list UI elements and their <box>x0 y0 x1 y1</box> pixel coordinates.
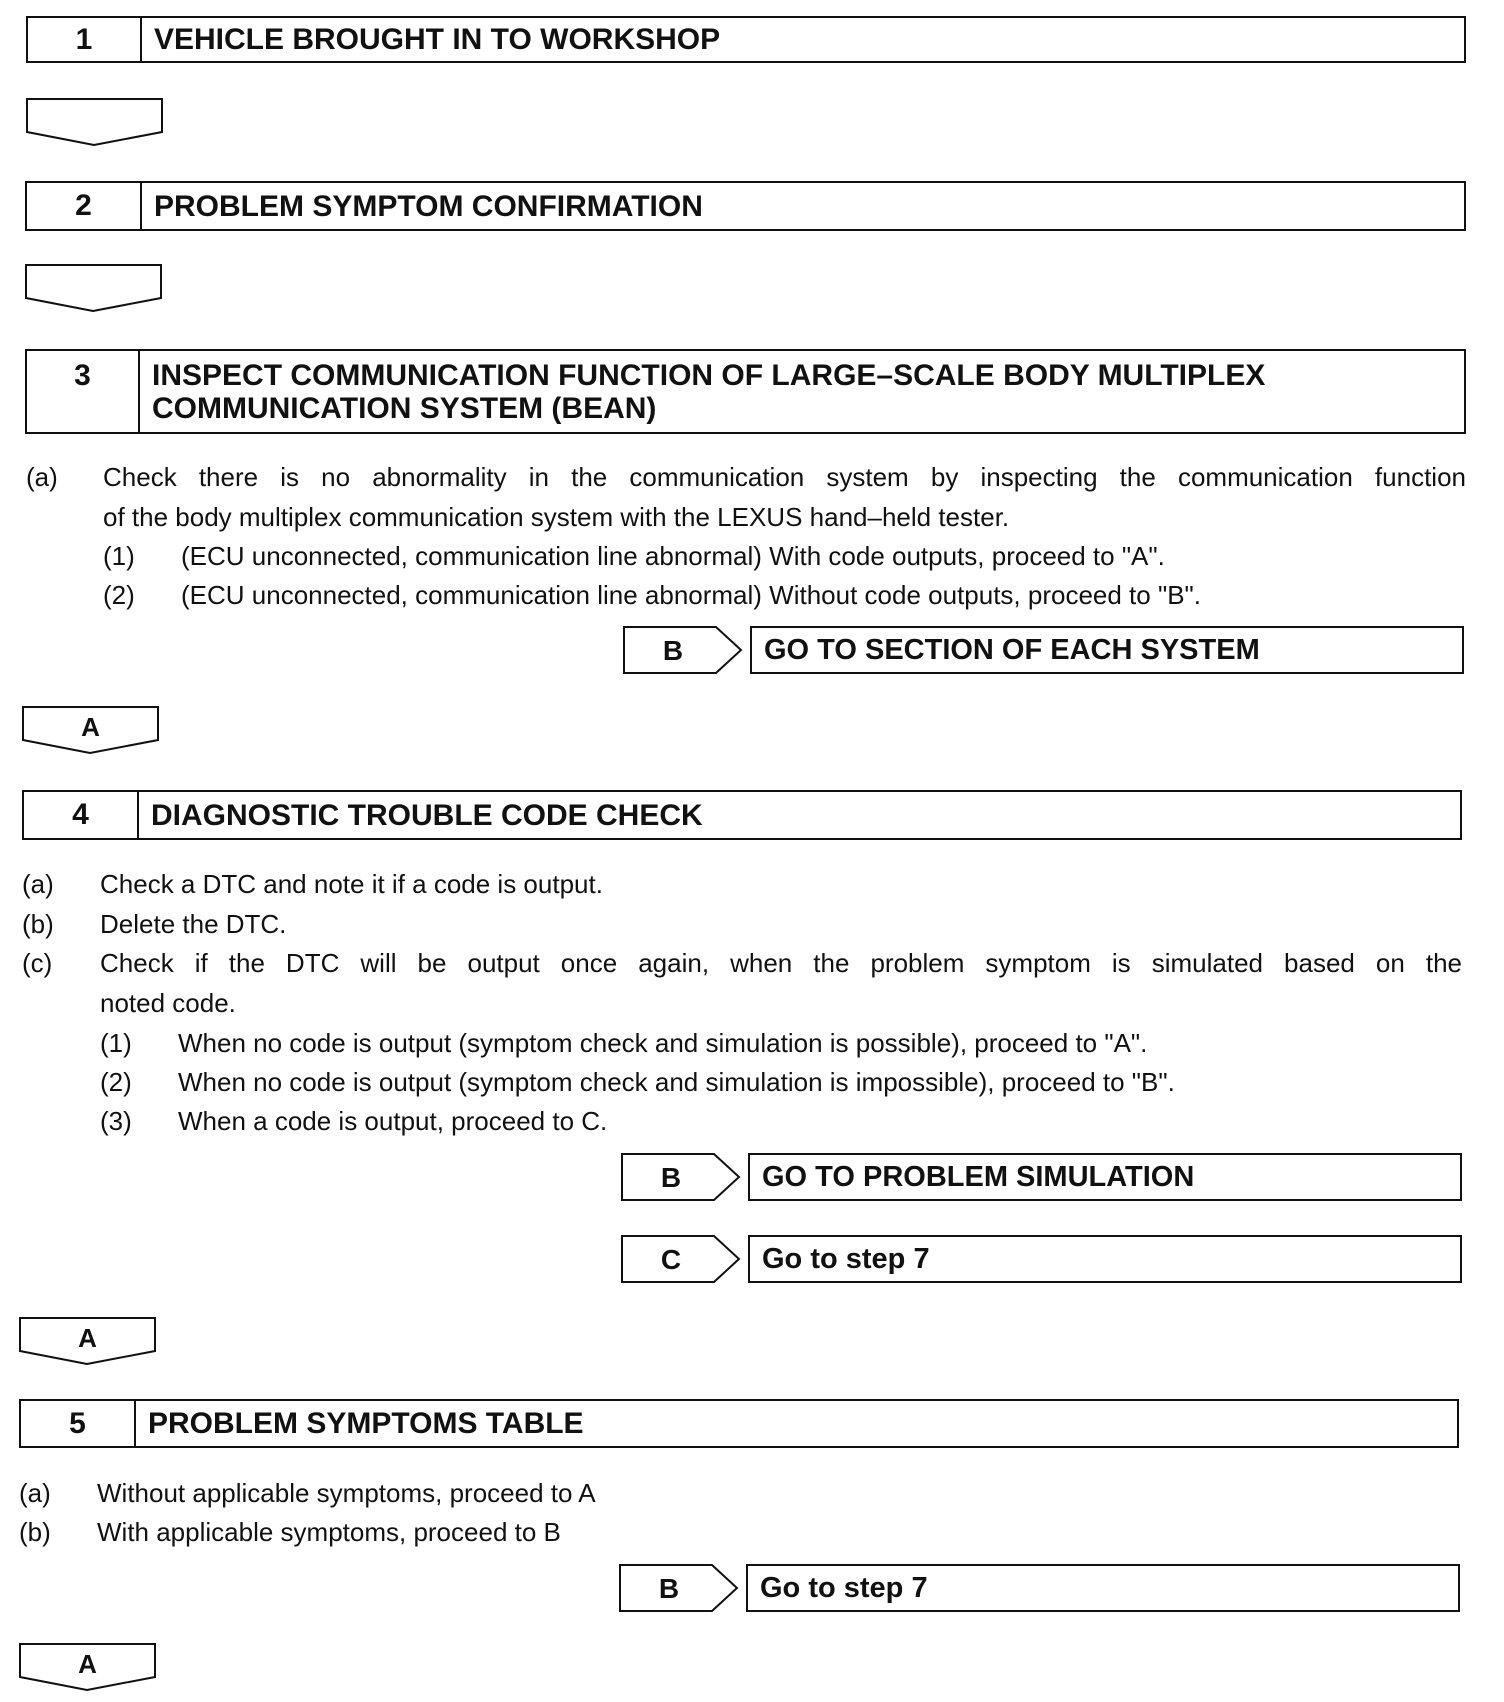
subitem-label: (1) <box>100 1028 132 1058</box>
subitem-text: (ECU unconnected, communication line abnormal) With code outputs, proceed to "A". <box>181 541 1165 571</box>
subitem-text: When no code is output (symptom check and simulation is possible), proceed to "A". <box>178 1028 1148 1058</box>
item-label: (a) <box>19 1478 51 1508</box>
item-label: (b) <box>19 1517 51 1547</box>
route-tag-label: B <box>658 1573 680 1604</box>
route-tag <box>621 1153 743 1201</box>
step-number: 5 <box>21 1401 136 1446</box>
step-3-header <box>25 349 1466 434</box>
step-title <box>140 351 1265 432</box>
step-title: DIAGNOSTIC TROUBLE CODE CHECK <box>151 798 703 832</box>
flow-arrow-down-icon <box>26 98 163 146</box>
flow-arrow-down-a <box>19 1317 156 1365</box>
step-title: PROBLEM SYMPTOMS TABLE <box>148 1407 584 1440</box>
step-5-header <box>19 1399 1459 1448</box>
subitem-label: (2) <box>100 1067 132 1097</box>
step-2-header <box>25 181 1466 231</box>
step-title-line: INSPECT COMMUNICATION FUNCTION OF LARGE–SCALE BODY MULTIPLEX <box>152 358 1266 392</box>
subitem-text: When a code is output, proceed to C. <box>178 1106 608 1136</box>
route-destination: Go to step 7 <box>746 1564 1460 1612</box>
item-text: Check a DTC and note it if a code is output. <box>100 869 603 899</box>
item-label: (a) <box>26 462 58 492</box>
flow-arrow-label: A <box>78 1323 97 1353</box>
route-tag-label: B <box>662 635 684 666</box>
route-tag <box>621 1235 743 1283</box>
item-text: Check if the DTC will be output once again, when the problem symptom is simulated based on the <box>100 948 1462 978</box>
route-tag-label: C <box>660 1244 682 1275</box>
route-destination: GO TO SECTION OF EACH SYSTEM <box>750 626 1464 674</box>
route-tag-label: B <box>660 1162 682 1193</box>
flow-arrow-down-icon <box>25 264 162 312</box>
flow-arrow-label: A <box>78 1649 97 1679</box>
route-b[interactable] <box>619 1564 1460 1612</box>
subitem-text: When no code is output (symptom check and simulation is impossible), proceed to "B". <box>178 1067 1175 1097</box>
item-text: With applicable symptoms, proceed to B <box>97 1517 561 1547</box>
item-label: (c) <box>22 948 53 978</box>
route-b[interactable] <box>623 626 1464 674</box>
subitem-label: (3) <box>100 1106 132 1136</box>
item-text: of the body multiplex communication system with the LEXUS hand–held tester. <box>103 502 1010 532</box>
route-tag <box>619 1564 741 1612</box>
subitem-label: (2) <box>103 580 135 610</box>
item-label: (b) <box>22 909 54 939</box>
step-title-line: COMMUNICATION SYSTEM (BEAN) <box>152 391 657 425</box>
route-c[interactable] <box>621 1235 1462 1283</box>
item-label: (a) <box>22 869 54 899</box>
subitem-label: (1) <box>103 541 135 571</box>
step-title: PROBLEM SYMPTOM CONFIRMATION <box>154 189 703 223</box>
item-text: Without applicable symptoms, proceed to A <box>97 1478 596 1508</box>
step-number: 1 <box>28 18 142 61</box>
step-number: 4 <box>24 792 139 838</box>
subitem-text: (ECU unconnected, communication line abnormal) Without code outputs, proceed to "B". <box>181 580 1201 610</box>
item-text: Delete the DTC. <box>100 909 287 939</box>
step-1-header <box>26 16 1466 63</box>
item-text: Check there is no abnormality in the communication system by inspecting the communication function <box>103 462 1466 492</box>
step-4-header <box>22 790 1462 840</box>
flow-arrow-label: A <box>81 712 100 742</box>
flow-arrow-down-a <box>19 1643 156 1691</box>
step-number: 3 <box>27 351 140 432</box>
item-text: noted code. <box>100 988 236 1018</box>
route-destination: GO TO PROBLEM SIMULATION <box>748 1153 1462 1201</box>
step-title: VEHICLE BROUGHT IN TO WORKSHOP <box>154 23 721 56</box>
step-number: 2 <box>27 183 142 229</box>
route-b[interactable] <box>621 1153 1462 1201</box>
flow-arrow-down-a <box>22 706 159 754</box>
route-tag <box>623 626 745 674</box>
route-destination: Go to step 7 <box>748 1235 1462 1283</box>
